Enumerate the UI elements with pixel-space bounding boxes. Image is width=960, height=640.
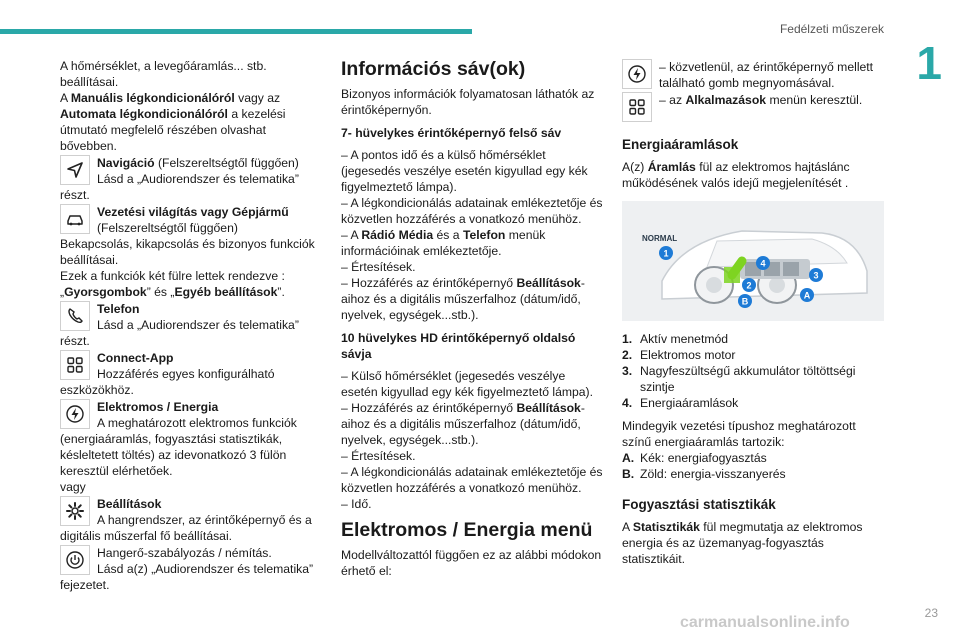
list-item: 3. Nagyfeszültségű akkumulátor töltöttségi szintje — [622, 364, 856, 394]
list-item: 2. Elektromos motor — [622, 348, 736, 362]
column-middle: Információs sáv(ok) Bizonyos információk folyamatosan láthatók az érintőképernyőn. 7- hüvelykes érintőképernyő felső sáv – A pontos idő és a külső hőmérséklet (jegesedés veszélye esetén kigyullad egy kék figyelmeztető lámpa). – A légkondicionálás adatainak emlékeztetője és közvetlen hozzáférés a vonatkozó menühöz. – A Rádió Média és a Telefon menük információinak emlékeztetője. – Értesítések. – Hozzáférés az érintőképernyő Beállítások-aihoz és a digitális műszerfalhoz (dátum/idő, nyelvek, egységek...stb.). 10 hüvelykes HD érintőképernyő oldalsó sávja – Külső hőmérséklet (jegesedés veszélye esetén kigyullad egy kék figyelmeztető lámpa). – Hozzáférés az érintőképernyő Beállítások-aihoz és a digitális műszerfalhoz (dátum/idő, nyelvek, egységek...stb.). – Értesítések. – A légkondicionálás adatainak emlékeztetője és közvetlen hozzáférés a vonatkozó menühöz. – Idő. Elektromos / Energia menü Modellváltozattól függően ez az alábbi módokon érhető el: — [341, 58, 605, 579]
direct-button-entry: – közvetlenül, az érintőképernyő mellett található gomb megnyomásával. — [622, 59, 886, 91]
list-item: B. Zöld: energia-visszanyerés — [622, 467, 786, 481]
column-right: – közvetlenül, az érintőképernyő mellett található gomb megnyomásával. – az Alkalmazások menün keresztül. Energiaáramlások A(z) Áramlás fül az elektromos hajtáslánc működésének valós idejű megjelenítését . NORMAL 1 4 3 2 B A 1. Aktív menetmód 2. Elektromos motor 3. Nagyfeszültségű akkumulátor töltöttségi szintje 4. Energiaáramlások Mindegyik vezetési típushoz meghatározott színű energiaáramlás tartozik: A. Kék: energiafogyasztás B. Zöld: energia-visszanyerés Fogyasztási statisztikák A Statisztikák fül megmutatja az elektromos energia és az üzemanyag-fogyasztás statisztikáit. — [622, 58, 886, 567]
heading-10inch: 10 hüvelykes HD érintőképernyő oldalsó sávja — [341, 331, 576, 361]
svg-text:3: 3 — [813, 270, 819, 281]
heading-electric-menu: Elektromos / Energia menü — [341, 519, 593, 541]
car-icon — [60, 204, 90, 234]
driving-entry: Vezetési világítás vagy Gépjármű (Felszereltségtől függően) — [60, 204, 318, 236]
apps-grid-icon — [60, 350, 90, 380]
section-title: Fedélzeti műszerek — [779, 22, 884, 36]
heading-energy-flows: Energiaáramlások — [622, 137, 739, 152]
phone-icon — [60, 301, 90, 331]
column-left: A hőmérséklet, a levegőáramlás... stb. beállításai. A Manuális légkondicionálóról vagy az Automata légkondicionálóról a kezelési útmutató megfelelő részében olvashat bővebben. Navigáció (Felszereltségtől függően) Lásd a „Audiorendszer és telematika” részt. Vezetési világítás vagy Gépjármű (Felszereltségtől függően) Bekapcsolás, kikapcsolás és bizonyos funkciók beállításai. Ezek a funkciók két fülre lettek rendezve : „Gyorsgombok” és „Egyéb beállítások”. Telefon Lásd a „Audiorendszer és telematika” részt. Connect-App Hozzáférés egyes konfigurálható eszközökhöz. Elektromos / Energia A meghatározott elektromos funkciók (energiaáramlás, fogyasztási statisztikák, késleltetett töltés) az idevonatkozó 3 fülön keresztül elérhetőek. vagy Beállítások A hangrendszer, az érintőképernyő és a digitális műszerfal fő beállításai. Hangerő-szabályozás / némítás. Lásd a(z) „Audiorendszer és telematika” fejezetet. — [60, 58, 318, 593]
heading-consumption-stats: Fogyasztási statisztikák — [622, 497, 776, 512]
power-volume-icon — [60, 545, 90, 575]
svg-text:B: B — [741, 296, 749, 307]
svg-text:A: A — [803, 290, 811, 301]
heading-7inch: 7- hüvelykes érintőképernyő felső sáv — [341, 126, 562, 140]
illustration-mode-label: NORMAL — [642, 234, 678, 243]
energy-bolt-icon — [60, 399, 90, 429]
volume-entry: Hangerő-szabályozás / némítás. Lásd a(z) „Audiorendszer és telematika” — [60, 545, 318, 577]
list-item: 1. Aktív menetmód — [622, 332, 729, 346]
svg-text:1: 1 — [663, 248, 669, 259]
navigation-entry: Navigáció (Felszereltségtől függően) Lásd a „Audiorendszer és telematika” — [60, 155, 318, 187]
settings-entry: Beállítások A hangrendszer, az érintőképernyő és a — [60, 496, 318, 528]
svg-text:4: 4 — [760, 258, 766, 269]
paragraph: A hőmérséklet, a levegőáramlás... stb. beállításai. — [60, 59, 267, 89]
apps-menu-entry: – az Alkalmazások menün keresztül. — [622, 92, 886, 122]
connect-app-entry: Connect-App Hozzáférés egyes konfigurálható — [60, 350, 318, 382]
heading-info-bar: Információs sáv(ok) — [341, 58, 526, 80]
svg-text:2: 2 — [746, 280, 752, 291]
list-item: A. Kék: energiafogyasztás — [622, 451, 767, 465]
apps-grid-icon — [622, 92, 652, 122]
paragraph: A Manuális légkondicionálóról vagy az Automata légkondicionálóról a kezelési útmutató megfelelő részében olvashat bővebben. — [60, 91, 286, 153]
gear-icon — [60, 496, 90, 526]
watermark: carmanualsonline.info — [680, 614, 850, 631]
energy-bolt-icon — [622, 59, 652, 89]
legend-list — [622, 331, 886, 411]
navigation-icon — [60, 155, 90, 185]
energy-flow-illustration — [622, 201, 884, 321]
phone-entry: Telefon Lásd a „Audiorendszer és telematika” — [60, 301, 318, 333]
list-item: 4. Energiaáramlások — [622, 396, 739, 410]
page-number: 23 — [924, 606, 938, 620]
header-accent-bar — [0, 29, 472, 34]
chapter-number: 1 — [916, 37, 942, 89]
electric-energy-entry: Elektromos / Energia A meghatározott elektromos funkciók — [60, 399, 318, 431]
